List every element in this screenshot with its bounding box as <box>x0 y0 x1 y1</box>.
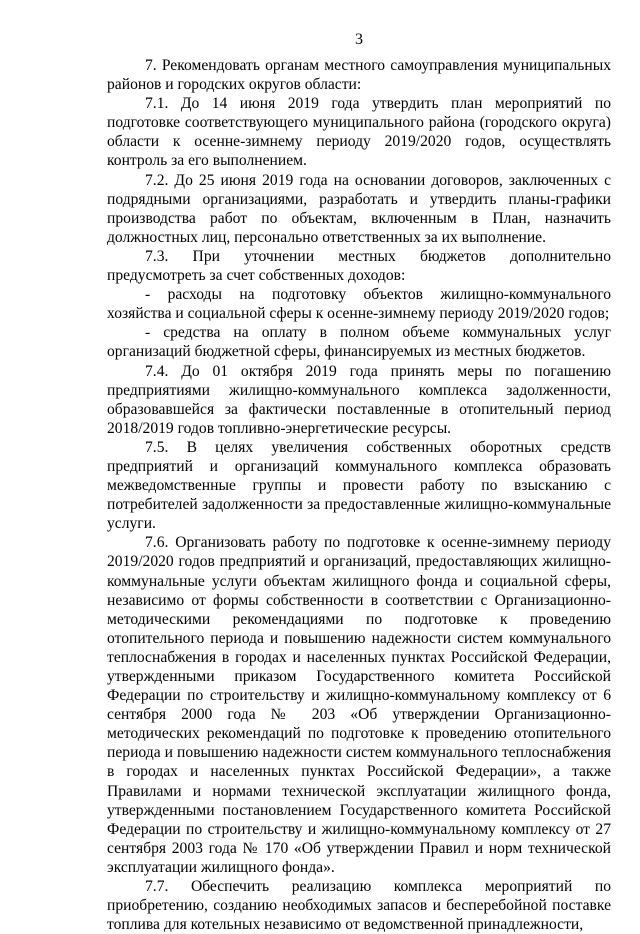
paragraph-7-2: 7.2. До 25 июня 2019 года на основании договоров, заключенных с подрядными организациями, разработать и утвердить планы-графики производства работ по объектам, включенным в План, назначить должностных лиц, персонально ответственных за их выполнение. <box>107 171 611 246</box>
paragraph-7-6: 7.6. Организовать работу по подготовке к осенне-зимнему периоду 2019/2020 годов предприятий и организаций, предоставляющих жилищно-коммунальные услуги объектам жилищного фонда и социальной сферы, независимо от формы собственности в соответствии с Организационно-методическими рекомендациями по подготовке к проведению отопительного периода и повышению надежности систем коммунального теплоснабжения в городах и населенных пунктах Российской Федерации, утвержденными приказом Государственного комитета Российской Федерации по строительству и жилищно-коммунальному комплексу от 6 сентября 2000 года № 203 «Об утверждении Организационно-методических рекомендаций по подготовке к проведению отопительного периода и повышению надежности систем коммунального теплоснабжения в городах и населенных пунктах Российской Федерации», а также Правилами и нормами технической эксплуатации жилищного фонда, утвержденными постановлением Государственного комитета Российской Федерации по строительству и жилищно-коммунальному комплексу от 27 сентября 2003 года № 170 «Об утверждении Правил и норм технической эксплуатации жилищного фонда». <box>107 534 611 876</box>
paragraph-7-7: 7.7. Обеспечить реализацию комплекса мероприятий по приобретению, созданию необходимых запасов и бесперебойной поставке топлива для котельных независимо от ведомственной принадлежности, <box>107 878 611 934</box>
paragraph-7-5: 7.5. В целях увеличения собственных оборотных средств предприятий и организаций коммунального комплекса образовать межведомственные группы и провести работу по взысканию с потребителей задолженности за предоставленные жилищно-коммунальные услуги. <box>107 438 611 533</box>
page-number: 3 <box>355 31 363 48</box>
paragraph-7-4: 7.4. До 01 октября 2019 года принять меры по погашению предприятиями жилищно-коммунального комплекса задолженности, образовавшейся за фактически поставленные в отопительный период 2018/2019 годов топливно-энергетические ресурсы. <box>107 362 611 437</box>
paragraph-7: 7. Рекомендовать органам местного самоуправления муниципальных районов и городских округов области: <box>107 57 611 94</box>
paragraph-7-3-item-2: - средства на оплату в полном объеме коммунальных услуг организаций бюджетной сферы, финансируемых из местных бюджетов. <box>107 324 611 361</box>
document-page <box>107 30 611 934</box>
paragraph-7-3-item-1: - расходы на подготовку объектов жилищно-коммунального хозяйства и социальной сферы к осенне-зимнему периоду 2019/2020 годов; <box>107 286 611 323</box>
paragraph-7-1: 7.1. До 14 июня 2019 года утвердить план мероприятий по подготовке соответствующего муниципального района (городского округа) области к осенне-зимнему периоду 2019/2020 годов, осуществлять контроль за его выполнением. <box>107 95 611 170</box>
paragraph-7-3: 7.3. При уточнении местных бюджетов дополнительно предусмотреть за счет собственных доходов: <box>107 247 611 285</box>
